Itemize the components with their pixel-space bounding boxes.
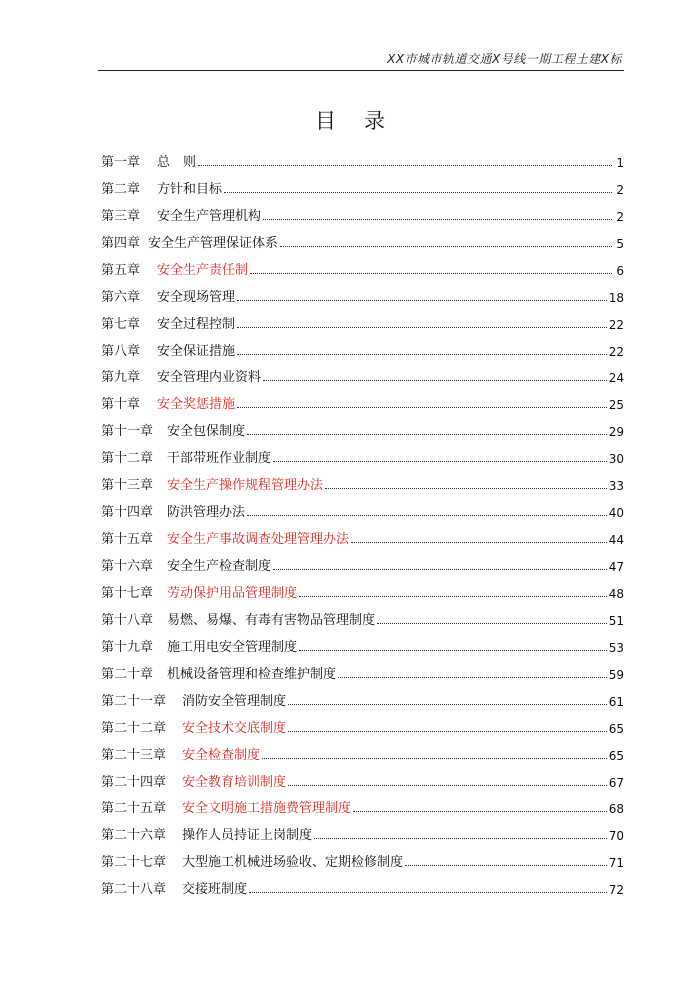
toc-chapter-number: 第九章 [101, 370, 141, 386]
toc-chapter-number: 第十九章 [101, 639, 154, 655]
toc-page-number: 25 [608, 398, 624, 413]
toc-dot-leader [247, 514, 607, 516]
toc-chapter-title: 安全生产管理保证体系 [148, 235, 279, 251]
toc-chapter-title: 消防安全管理制度 [182, 693, 287, 709]
toc-page-number: 72 [608, 883, 624, 898]
toc-entry[interactable] [101, 601, 624, 628]
toc-dot-leader [280, 245, 612, 247]
toc-chapter-title: 安全保证措施 [157, 343, 236, 359]
toc-entry[interactable] [101, 439, 624, 466]
toc-dot-leader [325, 487, 607, 489]
toc-page-number: 51 [608, 613, 624, 628]
toc-page-number: 59 [608, 667, 624, 682]
toc-chapter-number: 第二十七章 [101, 855, 167, 871]
toc-chapter-title: 安全技术交底制度 [182, 720, 287, 736]
toc-dot-leader [237, 353, 607, 355]
toc-entry[interactable] [101, 278, 624, 305]
toc-entry[interactable] [101, 251, 624, 278]
toc-page-number: 5 [616, 236, 624, 251]
toc-page-number: 68 [608, 802, 624, 817]
toc-entry[interactable] [101, 359, 624, 386]
toc-page-number: 1 [616, 155, 624, 170]
toc-entry[interactable] [101, 412, 624, 439]
toc-chapter-number: 第五章 [101, 262, 141, 278]
toc-page-number: 65 [608, 721, 624, 736]
toc-entry[interactable] [101, 870, 624, 897]
toc-entry[interactable] [101, 332, 624, 359]
toc-chapter-title: 安全生产责任制 [157, 262, 249, 278]
toc-page-number: 33 [608, 479, 624, 494]
toc-chapter-number: 第二十六章 [101, 828, 167, 844]
toc-entry[interactable] [101, 763, 624, 790]
toc-dot-leader [262, 757, 607, 759]
toc-chapter-title: 安全过程控制 [157, 316, 236, 332]
toc-chapter-title: 安全生产检查制度 [167, 559, 272, 574]
toc-chapter-title: 安全生产操作规程管理办法 [167, 478, 324, 494]
toc-entry[interactable] [101, 143, 624, 170]
toc-page-number: 48 [608, 586, 624, 601]
toc-page-number: 24 [608, 371, 624, 386]
toc-dot-leader [237, 406, 607, 408]
toc-entry[interactable] [101, 224, 624, 251]
toc-entry[interactable] [101, 682, 624, 709]
toc-chapter-number: 第二十三章 [101, 747, 167, 763]
toc-chapter-title: 安全管理内业资料 [157, 370, 262, 386]
toc-page-number: 22 [608, 344, 624, 359]
toc-page-number: 18 [608, 290, 624, 305]
toc-entry[interactable] [101, 790, 624, 817]
toc-entry[interactable] [101, 736, 624, 763]
toc-chapter-title: 安全现场管理 [157, 289, 236, 305]
toc-chapter-title: 机械设备管理和检查维护制度 [167, 666, 337, 682]
toc-page-number: 61 [608, 694, 624, 709]
toc-dot-leader [237, 326, 607, 328]
toc-chapter-title: 安全生产管理机构 [157, 208, 262, 224]
header-text: XX市城市轨道交通X号线一期工程土建X标 [387, 52, 622, 66]
toc-entry[interactable] [101, 493, 624, 520]
toc-chapter-title: 施工用电安全管理制度 [167, 639, 298, 655]
toc-entry[interactable] [101, 574, 624, 601]
toc-chapter-number: 第三章 [101, 208, 141, 224]
toc-dot-leader [198, 164, 612, 166]
toc-dot-leader [288, 784, 607, 786]
toc-page-number: 53 [608, 640, 624, 655]
toc-page-number: 29 [608, 425, 624, 440]
toc-dot-leader [377, 622, 607, 624]
toc-chapter-title: 干部带班作业制度 [167, 451, 272, 467]
toc-dot-leader [299, 649, 607, 651]
toc-chapter-number: 第十八章 [101, 612, 154, 628]
toc-page-number: 2 [616, 182, 624, 197]
toc-chapter-number: 第十七章 [101, 585, 154, 601]
toc-chapter-title: 安全奖惩措施 [157, 397, 236, 413]
toc-dot-leader [263, 379, 607, 381]
toc-entry[interactable] [101, 170, 624, 197]
toc-entry[interactable] [101, 197, 624, 224]
toc-page-number: 30 [608, 452, 624, 467]
toc-dot-leader [288, 730, 607, 732]
toc-chapter-title: 安全教育培训制度 [182, 774, 287, 790]
toc-dot-leader [224, 191, 612, 193]
page-header [98, 48, 624, 71]
toc-chapter-number: 第十六章 [101, 559, 154, 574]
toc-dot-leader [273, 460, 607, 462]
toc-dot-leader [338, 676, 607, 678]
toc-chapter-number: 第二十一章 [101, 693, 167, 709]
toc-chapter-title: 安全生产事故调查处理管理办法 [167, 532, 350, 548]
toc-chapter-number: 第二十二章 [101, 720, 167, 736]
toc-chapter-number: 第二十四章 [101, 774, 167, 790]
toc-chapter-title: 安全包保制度 [167, 424, 246, 440]
toc-dot-leader [250, 272, 612, 274]
toc-entry[interactable] [101, 547, 624, 574]
toc-chapter-number: 第二章 [101, 181, 141, 197]
toc-page-number: 44 [608, 533, 624, 548]
toc-dot-leader [405, 864, 607, 866]
toc-chapter-number: 第十章 [101, 397, 141, 413]
toc-dot-leader [353, 810, 607, 812]
toc-chapter-number: 第六章 [101, 289, 141, 305]
toc-chapter-number: 第十五章 [101, 532, 154, 548]
toc-entry[interactable] [101, 520, 624, 547]
toc-entry[interactable] [101, 655, 624, 682]
toc-chapter-title: 交接班制度 [182, 882, 248, 898]
toc-dot-leader [249, 891, 607, 893]
toc-chapter-number: 第十一章 [101, 424, 154, 440]
toc-page-number: 2 [616, 209, 624, 224]
toc-entry[interactable] [101, 385, 624, 412]
toc-chapter-number: 第十二章 [101, 451, 154, 467]
toc-dot-leader [314, 837, 607, 839]
toc-entry[interactable] [101, 709, 624, 736]
toc-dot-leader [247, 433, 607, 435]
toc-page-number: 22 [608, 317, 624, 332]
toc-chapter-title: 防洪管理办法 [167, 505, 246, 521]
toc-page-number: 70 [608, 829, 624, 844]
toc-chapter-number: 第一章 [101, 154, 141, 170]
toc-chapter-number: 第八章 [101, 343, 141, 359]
toc-chapter-title: 总 则 [157, 154, 197, 170]
toc-entry[interactable] [101, 466, 624, 493]
toc-entry[interactable] [101, 305, 624, 332]
toc-chapter-number: 第二十八章 [101, 882, 167, 898]
toc-page-number: 6 [616, 263, 624, 278]
toc-dot-leader [299, 595, 607, 597]
toc-entry[interactable] [101, 816, 624, 843]
toc-chapter-title: 安全文明施工措施费管理制度 [182, 801, 352, 817]
toc-chapter-number: 第十四章 [101, 505, 154, 521]
toc-page-number: 65 [608, 748, 624, 763]
toc-dot-leader [351, 541, 607, 543]
toc-chapter-number: 第二十五章 [101, 801, 167, 817]
toc-page-number: 71 [608, 856, 624, 871]
table-of-contents [101, 143, 624, 897]
toc-dot-leader [288, 703, 607, 705]
toc-dot-leader [273, 568, 607, 570]
toc-page-number: 40 [608, 506, 624, 521]
toc-dot-leader [237, 299, 607, 301]
toc-chapter-number: 第十三章 [101, 478, 154, 494]
toc-dot-leader [263, 218, 612, 220]
toc-chapter-number: 第二十章 [101, 666, 154, 682]
toc-chapter-title: 大型施工机械进场验收、定期检修制度 [182, 855, 404, 871]
toc-page-number: 67 [608, 775, 624, 790]
toc-chapter-title: 安全检查制度 [182, 747, 261, 763]
toc-chapter-title: 劳动保护用品管理制度 [167, 585, 298, 601]
toc-chapter-number: 第四章 [101, 235, 141, 251]
page-title: 目录 [315, 109, 413, 133]
toc-entry[interactable] [101, 628, 624, 655]
toc-chapter-title: 操作人员持证上岗制度 [182, 828, 313, 844]
toc-chapter-title: 易燃、易爆、有毒有害物品管理制度 [167, 612, 376, 628]
toc-page-number: 47 [608, 560, 624, 574]
toc-chapter-number: 第七章 [101, 316, 141, 332]
toc-chapter-title: 方针和目标 [157, 181, 223, 197]
toc-entry[interactable] [101, 843, 624, 870]
